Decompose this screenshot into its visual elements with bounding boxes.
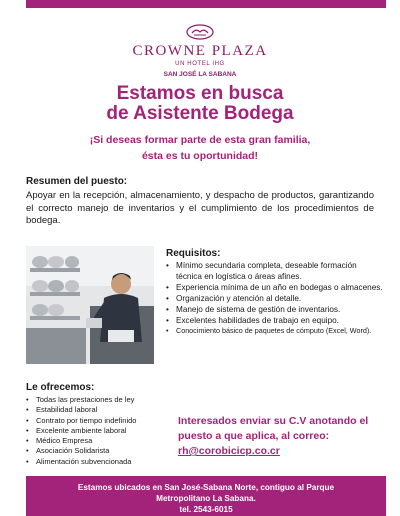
footer-banner (26, 476, 386, 516)
logo-subtitle: UN HOTEL IHG (175, 61, 225, 67)
list-item: • Asociación Solidarista (26, 446, 176, 456)
logo-name: CROWNE PLAZA (132, 43, 268, 59)
hotel-logo (0, 24, 400, 78)
list-item: • Organización y atención al detalle. (166, 293, 384, 304)
list-item: • Contrato por tiempo indefinido (26, 416, 176, 426)
tagline-line1: ¡Si deseas formar parte de esta gran familia, (89, 134, 311, 146)
crown-logo-icon (186, 24, 214, 40)
list-item: • Alimentación subvencionada (26, 457, 176, 467)
headline (0, 84, 400, 124)
headline-line1: Estamos en busca (116, 83, 284, 104)
headline-line2: de Asistente Bodega (106, 103, 294, 124)
list-item: • Experiencia mínima de un año en bodegas o almacenes. (166, 282, 384, 293)
requisitos-list (166, 260, 384, 336)
resumen-text: Apoyar en la recepción, almacenamiento, y despacho de productos, garantizando el correcto manejo de inventarios y el cumplimiento de los procedimientos de bodega. (26, 190, 374, 226)
top-accent-line (26, 0, 386, 8)
photo-illustration (26, 246, 154, 364)
ofrecemos-title: Le ofrecemos: (26, 382, 95, 393)
list-item: • Mínimo secundaria completa, deseable formación técnica en logística o áreas afines. (166, 260, 384, 282)
footer-line1: Estamos ubicados en San José-Sabana Norte, contiguo al Parque (77, 483, 335, 492)
ofrecemos-list (26, 395, 176, 467)
resumen-title: Resumen del puesto: (26, 176, 128, 187)
tagline-line2: ésta es tu oportunidad! (141, 150, 259, 162)
top-bar (0, 0, 400, 8)
list-item: • Estabilidad laboral (26, 405, 176, 415)
logo-location: SAN JOSÉ LA SABANA (163, 71, 237, 78)
list-item: • Médico Empresa (26, 436, 176, 446)
contact-block (178, 414, 384, 459)
footer-phone: tel. 2543-6015 (179, 505, 233, 514)
list-item: • Excelente ambiente laboral (26, 426, 176, 436)
tagline (0, 132, 400, 164)
list-item: • Conocimiento básico de paquetes de cómputo (Excel, Word). (166, 326, 384, 336)
contact-email-link[interactable]: rh@corobicicp.co.cr (178, 445, 280, 457)
list-item: • Manejo de sistema de gestión de inventarios. (166, 304, 384, 315)
contact-text: Interesados enviar su C.V anotando el puesto a que aplica, al correo: (178, 415, 369, 442)
list-item: • Todas las prestaciones de ley (26, 395, 176, 405)
requisitos-title: Requisitos: (166, 248, 221, 259)
warehouse-worker-photo (26, 246, 154, 364)
list-item: • Excelentes habilidades de trabajo en equipo. (166, 315, 384, 326)
footer-line2: Metropolitano La Sabana. (156, 494, 256, 503)
